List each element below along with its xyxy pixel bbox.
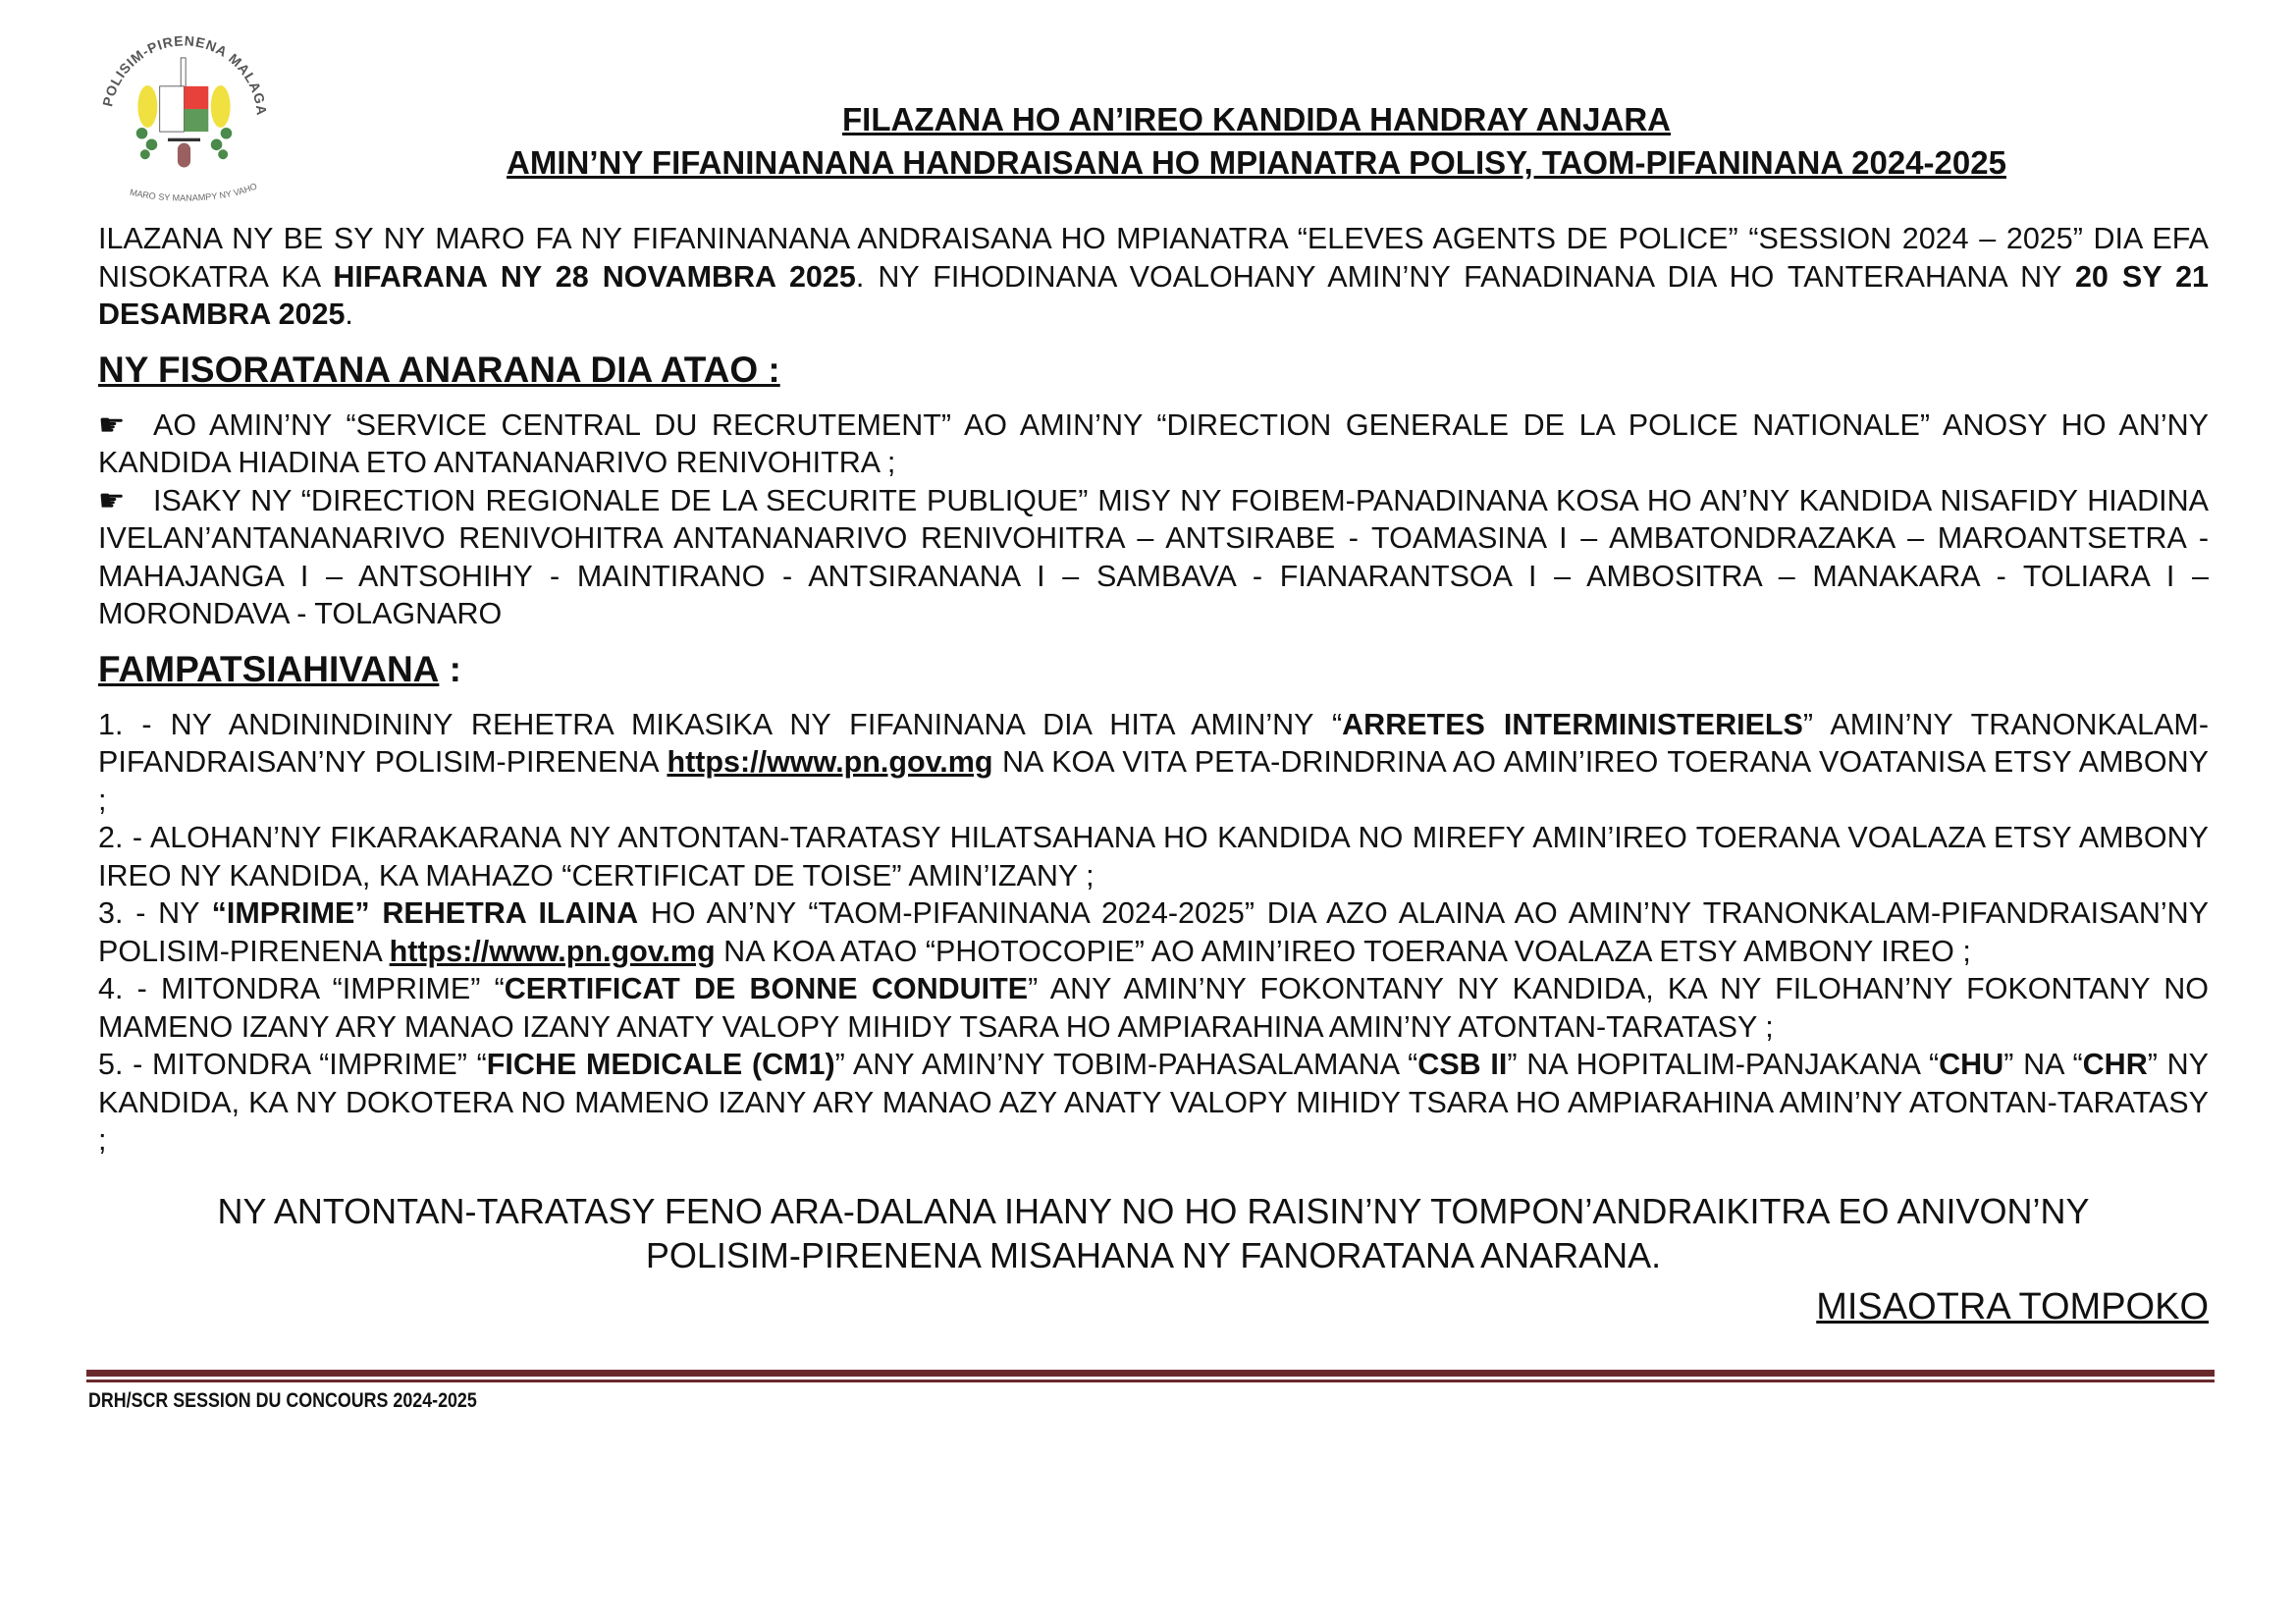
bold-text: HIFARANA NY 28 NOVAMBRA 2025	[333, 259, 856, 294]
reminder-item	[98, 706, 2209, 820]
text-segment: NA KOA VITA PETA-DRINDRINA AO AMIN’IREO TOERANA VOATANISA ETSY AMBONY ;	[98, 745, 2209, 817]
text-segment: 2. - ALOHAN’NY FIKARAKARANA NY ANTONTAN-TARATASY HILATSAHANA HO KANDIDA NO MIREFY AMIN’IREO TOERANA VOALAZA ETSY AMBONY IREO NY KANDIDA, KA MAHAZO “CERTIFICAT DE TOISE” AMIN’IZANY ;	[98, 821, 2209, 893]
title-line-2: AMIN’NY FIFANINANANA HANDRAISANA HO MPIANATRA POLISY, TAOM-PIFANINANA 2024-2025	[507, 144, 2006, 181]
registration-item	[98, 482, 2209, 633]
text-segment: HO AN’NY “TAOM-PIFANINANA 2024-2025” DIA AZO ALAINA AO AMIN’NY TRANONKALAM-PIFANDRAISAN’NY POLISIM-PIRENENA	[98, 896, 2209, 968]
hand-pointing-right-icon: ☛	[98, 407, 126, 442]
text-segment: .	[345, 298, 353, 331]
reminder-item	[98, 1046, 2209, 1160]
text-segment: AO AMIN’NY “SERVICE CENTRAL DU RECRUTEMENT” AO AMIN’NY “DIRECTION GENERALE DE LA POLICE NATIONALE” ANOSY HO AN’NY KANDIDA HIADINA ETO ANTANANARIVO RENIVOHITRA ;	[98, 407, 2209, 479]
police-logo	[79, 29, 290, 221]
bold-text: CSB II	[1417, 1048, 1508, 1081]
website-link[interactable]: https://www.pn.gov.mg	[389, 934, 716, 968]
text-segment: ILAZANA NY BE SY NY MARO FA NY FIFANINANANA ANDRAISANA HO MPIANATRA “ELEVES AGENTS DE POLICE” “SESSION 2024 – 2025” DIA EFA NISOKATRA KA	[98, 222, 2209, 294]
footer-text: DRH/SCR SESSION DU CONCOURS 2024-2025	[88, 1388, 477, 1412]
text-segment: ” ANY AMIN’NY TOBIM-PAHASALAMANA “	[834, 1048, 1418, 1081]
reminder-heading	[98, 647, 2209, 692]
reminder-heading-text: FAMPATSIAHIVANA	[98, 648, 440, 689]
reminder-item	[98, 894, 2209, 970]
reminder-item	[98, 970, 2209, 1046]
thanks-text: MISAOTRA TOMPOKO	[1816, 1285, 2209, 1327]
bold-text: CHR	[2082, 1048, 2148, 1081]
text-segment: ” NA HOPITALIM-PANJAKANA “	[1507, 1048, 1940, 1081]
text-segment: 5. - MITONDRA “IMPRIME” “	[98, 1048, 487, 1081]
intro-paragraph	[98, 220, 2209, 334]
hand-pointing-right-icon: ☛	[98, 483, 126, 517]
title-line-1: FILAZANA HO AN’IREO KANDIDA HANDRAY ANJARA	[842, 101, 1671, 137]
website-link[interactable]: https://www.pn.gov.mg	[667, 745, 993, 779]
logo-motto: MARO SY MANAMPY NY VAHO	[129, 181, 259, 203]
reminder-heading-colon: :	[439, 648, 461, 689]
bold-text: 20 SY 21 DESAMBRA 2025	[98, 259, 2210, 331]
text-segment: ” NY KANDIDA, KA NY DOKOTERA NO MAMENO IZANY ARY MANAO AZY ANATY VALOPY MIHIDY TSARA HO AMPIARAHINA AMIN’NY ATONTAN-TARATASY ;	[98, 1048, 2209, 1157]
text-segment: 3. - NY	[98, 896, 212, 930]
footer-rule-thin	[86, 1380, 2215, 1382]
text-segment: ” ANY AMIN’NY FOKONTANY NY KANDIDA, KA NY FILOHAN’NY FOKONTANY NO MAMENO IZANY ARY MANAO IZANY ANATY VALOPY MIHIDY TSARA HO AMPIARAHINA AMIN’NY ATONTAN-TARATASY ;	[98, 972, 2210, 1044]
text-segment: NA KOA ATAO “PHOTOCOPIE” AO AMIN’IREO TOERANA VOALAZA ETSY AMBONY IREO ;	[715, 934, 1971, 968]
registration-heading: NY FISORATANA ANARANA DIA ATAO :	[98, 349, 780, 390]
text-segment: 4. - MITONDRA “IMPRIME” “	[98, 972, 505, 1005]
text-segment: 1. - NY ANDININDININY REHETRA MIKASIKA NY FIFANINANA DIA HITA AMIN’NY “	[98, 707, 1343, 741]
bold-text: CHU	[1939, 1048, 2004, 1081]
text-segment: . NY FIHODINANA VOALOHANY AMIN’NY FANADINANA DIA HO TANTERAHANA NY	[855, 259, 2075, 294]
text-segment: ” NA “	[2003, 1048, 2083, 1081]
document-title	[245, 98, 2268, 185]
bold-text: “IMPRIME” REHETRA ILAINA	[211, 896, 639, 930]
bold-text: CERTIFICAT DE BONNE CONDUITE	[504, 972, 1029, 1005]
closing-line: POLISIM-PIRENENA MISAHANA NY FANORATANA ANARANA.	[645, 1234, 1662, 1275]
bold-text: ARRETES INTERMINISTERIELS	[1342, 707, 1803, 741]
bold-text: FICHE MEDICALE (CM1)	[486, 1048, 835, 1081]
text-segment: ” AMIN’NY TRANONKALAM-PIFANDRAISAN’NY POLISIM-PIRENENA	[98, 707, 2210, 779]
closing-note	[98, 1189, 2209, 1277]
registration-item	[98, 406, 2209, 482]
footer-rule	[86, 1370, 2215, 1377]
text-segment: ISAKY NY “DIRECTION REGIONALE DE LA SECURITE PUBLIQUE” MISY NY FOIBEM-PANADINANA KOSA HO AN’NY KANDIDA NISAFIDY HIADINA IVELAN’ANTANANARIVO RENIVOHITRA ANTANANARIVO RENIVOHITRA – ANTSIRABE - TOAMASINA I – AMBATONDRAZAKA – MAROANTSETRA - MAHAJANGA I – ANTSOHIHY - MAINTIRANO - ANTSIRANANA I – SAMBAVA - FIANARANTSOA I – AMBOSITRA – MANAKARA - TOLIARA I – MORONDAVA - TOLAGNARO	[98, 483, 2209, 630]
reminder-item	[98, 819, 2209, 894]
logo-text: POLISIM-PIRENENA MALAGA	[99, 32, 270, 117]
closing-line: NY ANTONTAN-TARATASY FENO ARA-DALANA IHANY NO HO RAISIN’NY TOMPON’ANDRAIKITRA EO ANIVON’NY	[217, 1190, 2090, 1231]
